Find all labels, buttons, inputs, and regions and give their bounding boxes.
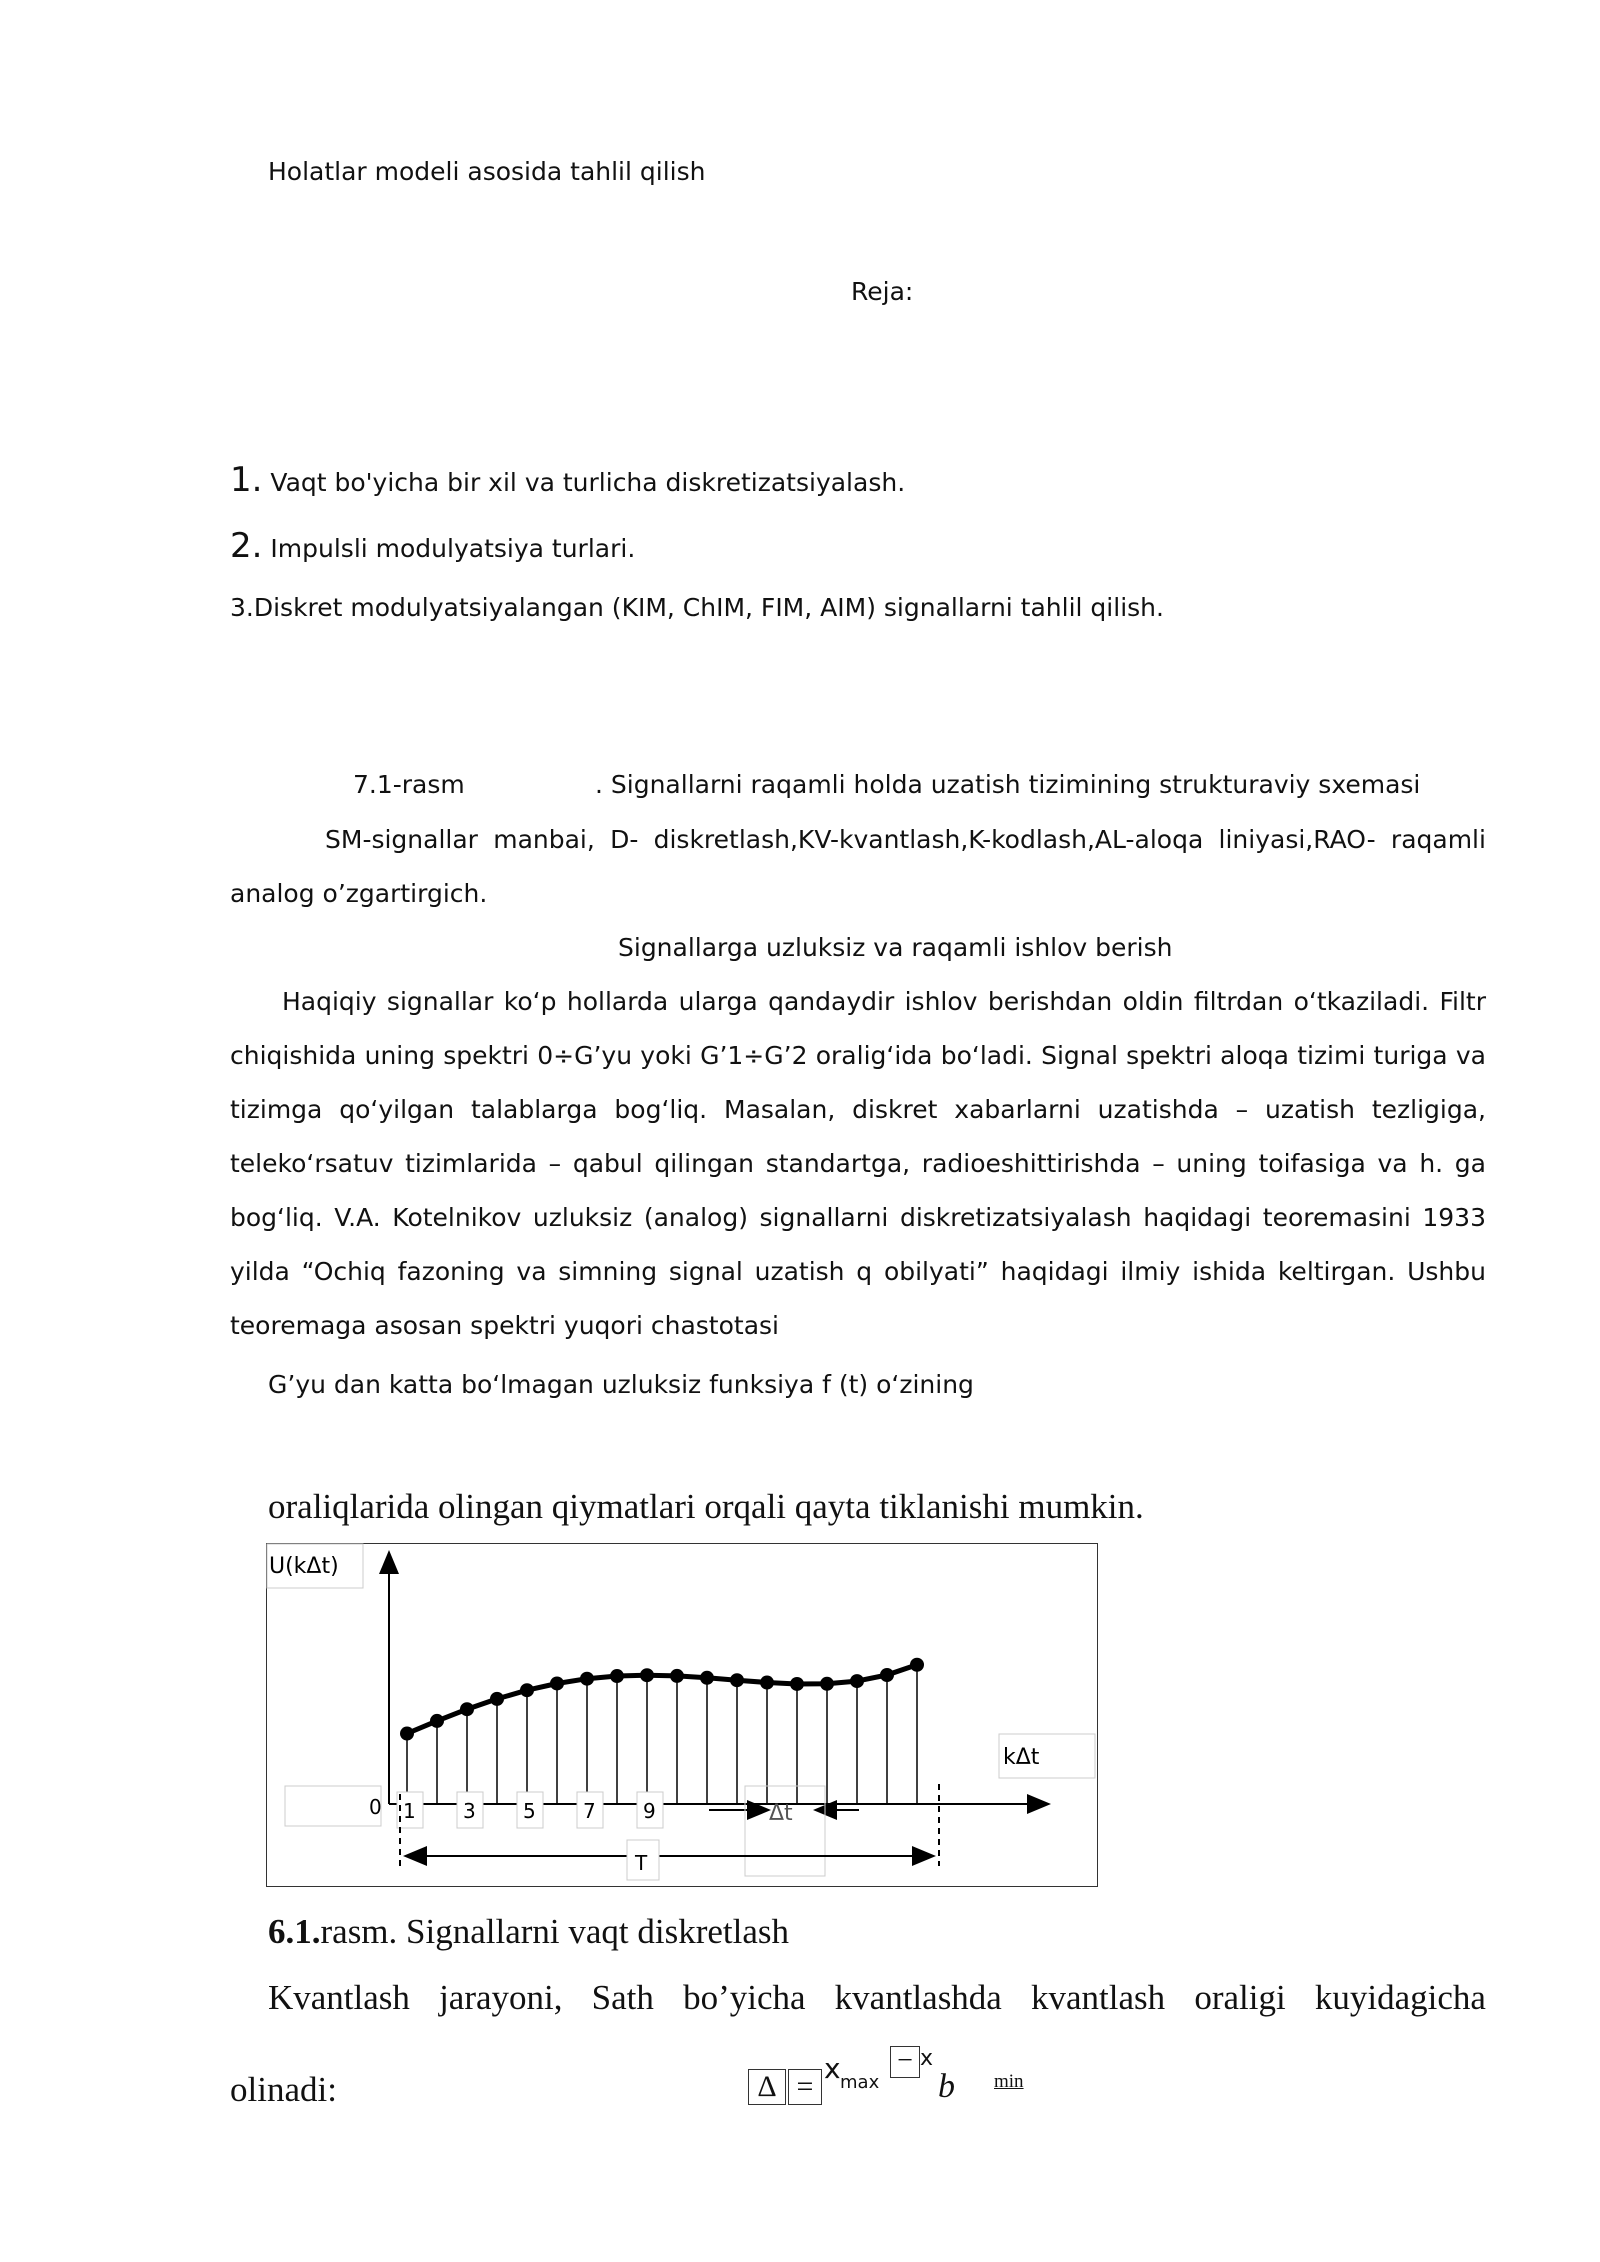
legend-word: manbai, bbox=[493, 825, 595, 854]
figure-7-1-label: 7.1-rasm bbox=[353, 770, 465, 799]
plan-heading: Reja: bbox=[851, 277, 914, 306]
signal-curve bbox=[407, 1665, 917, 1734]
sampling-chart bbox=[267, 1544, 1097, 1886]
tick-label: 7 bbox=[583, 1799, 596, 1823]
sample-point bbox=[550, 1676, 564, 1690]
delta-box bbox=[745, 1786, 825, 1876]
minus-symbol: − bbox=[890, 2046, 920, 2078]
xlabel: kΔt bbox=[1003, 1745, 1040, 1770]
sentence-word: Kvantlash bbox=[268, 1978, 410, 2017]
sentence-word: kvantlash bbox=[1031, 1978, 1166, 2017]
figure-6-1-caption-text: rasm. Signallarni vaqt diskretlash bbox=[320, 1912, 790, 1951]
figure-6-1 bbox=[266, 1543, 1098, 1887]
sample-point bbox=[580, 1672, 594, 1686]
tick-label: 3 bbox=[463, 1799, 476, 1823]
sample-point bbox=[610, 1669, 624, 1683]
sample-point bbox=[490, 1692, 504, 1706]
legend-word: raqamli bbox=[1390, 825, 1486, 854]
sentence-word: bo’yicha bbox=[683, 1978, 806, 2017]
ylabel: U(kΔt) bbox=[269, 1554, 339, 1579]
sample-point bbox=[730, 1673, 744, 1687]
figure-6-1-caption bbox=[268, 1910, 789, 1954]
sample-point bbox=[700, 1671, 714, 1685]
plan-item-number: 1. bbox=[230, 460, 263, 500]
sample-point bbox=[670, 1669, 684, 1683]
x-max-symbol: x bbox=[824, 2052, 841, 2085]
figure-7-1-legend-tail: analog o’zgartirgich. bbox=[230, 879, 488, 908]
period-label: T bbox=[635, 1851, 648, 1875]
sample-point bbox=[400, 1727, 414, 1741]
origin-box bbox=[285, 1786, 381, 1826]
sample-point bbox=[760, 1676, 774, 1690]
sample-point bbox=[820, 1677, 834, 1691]
tick-label: 5 bbox=[523, 1799, 536, 1823]
tick-label: 9 bbox=[643, 1799, 656, 1823]
plan-item-text: Impulsli modulyatsiya turlari. bbox=[270, 534, 636, 563]
sample-point bbox=[640, 1668, 654, 1682]
plan-item-text: 3.Diskret modulyatsiyalangan (KIM, ChIM, FIM, AIM) signallarni tahlil qilish. bbox=[230, 593, 1164, 622]
body-paragraph-1: Haqiqiy signallar koʻp hollarda ularga qandaydir ishlov berishdan oldin filtrdan oʻtkaziladi. Filtr chiqishida uning spektri 0÷G’yu yoki G’1÷G’2 oraligʻida boʻladi. Signal spektri aloqa tizimi turiga va tizimga qoʻyilgan talablarga bogʻliq. Masalan, diskret xabarlarni uzatishda – uzatish tezligiga, telekoʻrsatuv tizimlarida – qabul qilingan standartga, radioeshittirishda – uning toifasiga va h. ga bogʻliq. V.A. Kotelnikov uzluksiz (analog) signallarni diskretizatsiyalash haqidagi teoremasini 1933 yilda “Ochiq fazoning va simning signal uzatish q obilyati” haqidagi ilmiy ishida keltirgan. Ushbu teoremaga asosan spektri yuqori chastotasi bbox=[230, 987, 1486, 1340]
sample-point bbox=[880, 1668, 894, 1682]
x-min-symbol: x bbox=[920, 2046, 934, 2071]
b-symbol: b bbox=[938, 2068, 955, 2105]
figure-7-1-legend bbox=[325, 822, 1486, 858]
kvantlash-sentence bbox=[268, 1976, 1486, 2020]
plan-item-1 bbox=[230, 462, 905, 501]
equals-symbol: = bbox=[788, 2069, 822, 2105]
sentence-word: jarayoni, bbox=[439, 1978, 563, 2017]
min-subscript: min bbox=[994, 2071, 1024, 2092]
legend-word: SM-signallar bbox=[325, 825, 478, 854]
figure-7-1-caption: . Signallarni raqamli holda uzatish tizimining strukturaviy sxemasi bbox=[595, 770, 1421, 799]
plan-item-3 bbox=[230, 590, 1164, 626]
max-subscript: max bbox=[840, 2072, 880, 2093]
sentence-word: oraligi bbox=[1194, 1978, 1286, 2017]
legend-word: liniyasi,RAO- bbox=[1218, 825, 1376, 854]
origin-label: 0 bbox=[369, 1795, 382, 1819]
sample-point bbox=[790, 1677, 804, 1691]
sample-point bbox=[460, 1702, 474, 1716]
legend-word: diskretlash,KV-kvantlash,K-kodlash,AL-aloqa bbox=[653, 825, 1204, 854]
section-title: Signallarga uzluksiz va raqamli ishlov berish bbox=[618, 933, 1173, 962]
sentence-word: kuyidagicha bbox=[1314, 1978, 1486, 2017]
plan-item-2 bbox=[230, 528, 635, 567]
sample-point bbox=[520, 1683, 534, 1697]
delta-symbol: Δ bbox=[748, 2069, 786, 2105]
plan-item-number: 2. bbox=[230, 526, 263, 566]
body-paragraph-3: oraliqlarida olingan qiymatlari orqali qayta tiklanishi mumkin. bbox=[268, 1487, 1144, 1526]
quantization-formula bbox=[744, 2045, 1044, 2105]
tick-label: 1 bbox=[403, 1799, 416, 1823]
sample-point bbox=[910, 1658, 924, 1672]
olinadi-label: olinadi: bbox=[230, 2070, 337, 2109]
delta-label: Δt bbox=[769, 1801, 793, 1826]
figure-6-1-caption-number: 6.1. bbox=[268, 1912, 321, 1951]
body-paragraph-2: G’yu dan katta boʻlmagan uzluksiz funksiya f (t) oʻzining bbox=[268, 1370, 974, 1399]
document-title: Holatlar modeli asosida tahlil qilish bbox=[268, 157, 706, 186]
plan-item-text: Vaqt bo'yicha bir xil va turlicha diskretizatsiyalash. bbox=[270, 468, 906, 497]
sentence-word: Sath bbox=[591, 1978, 654, 2017]
sentence-word: kvantlashda bbox=[834, 1978, 1002, 2017]
sample-point bbox=[430, 1714, 444, 1728]
sample-point bbox=[850, 1674, 864, 1688]
legend-word: D- bbox=[610, 825, 639, 854]
